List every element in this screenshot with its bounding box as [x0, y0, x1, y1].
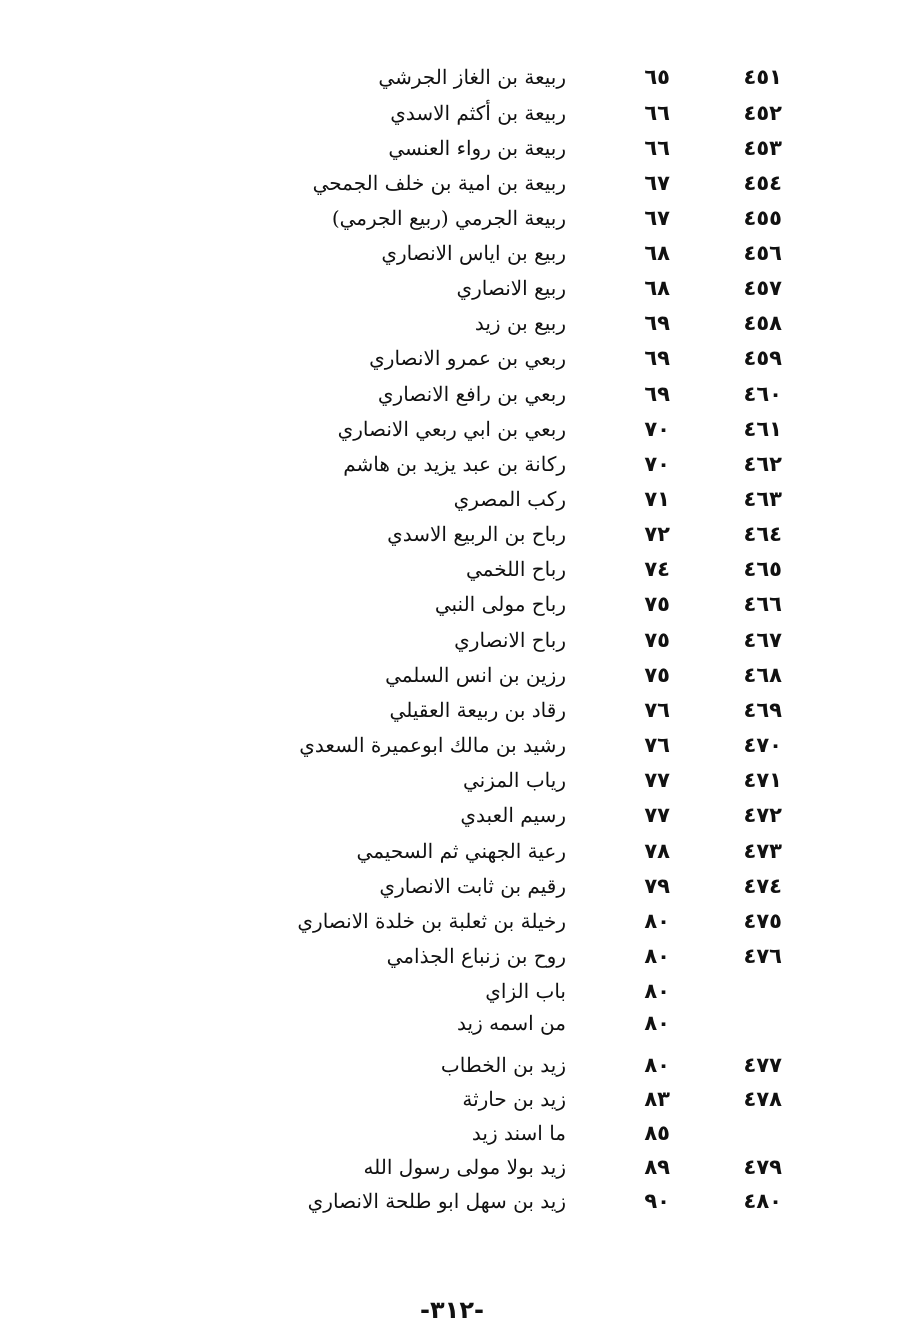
- entry-page: ٨٠: [644, 909, 670, 933]
- index-entry: [0, 236, 904, 270]
- entry-number: ٤٧٥: [743, 909, 782, 933]
- entry-name: ربيعة بن الغاز الجرشي: [378, 65, 566, 89]
- entry-number: ٤٧٠: [743, 733, 782, 757]
- entry-page: ٦٧: [644, 206, 670, 230]
- entry-name: ما اسند زيد: [471, 1121, 566, 1145]
- index-entry: [0, 904, 904, 938]
- entry-name: ربيع الانصاري: [456, 276, 566, 300]
- entry-name: زيد بولا مولى رسول الله: [363, 1155, 566, 1179]
- entry-page: ٧٧: [644, 803, 670, 827]
- entry-name: ربعي بن عمرو الانصاري: [369, 346, 566, 370]
- entry-number: [712, 974, 782, 1008]
- entry-page: ٦٩: [644, 346, 670, 370]
- entry-name: ربعي بن رافع الانصاري: [377, 382, 566, 406]
- index-entry: [0, 517, 904, 551]
- entry-number: ٤٧٦: [743, 944, 782, 968]
- entry-page: ٦٦: [644, 101, 670, 125]
- entry-name: زيد بن حارثة: [462, 1087, 566, 1111]
- entry-page: ٦٨: [644, 276, 670, 300]
- index-entry: [0, 1048, 904, 1082]
- entry-page: ٦٦: [644, 136, 670, 160]
- entry-name: رعية الجهني ثم السحيمي: [356, 839, 566, 863]
- entry-number: ٤٥٥: [743, 206, 782, 230]
- entry-name: رباح بن الربيع الاسدي: [387, 522, 566, 546]
- entry-name: رباح الانصاري: [454, 628, 566, 652]
- entry-page: ٧٦: [644, 698, 670, 722]
- entry-number: ٤٥١: [743, 65, 782, 89]
- index-entry: [0, 1184, 904, 1218]
- entry-name: ركانة بن عبد يزيد بن هاشم: [343, 452, 566, 476]
- entry-page: ٧٩: [644, 874, 670, 898]
- entry-page: ٨٠: [644, 1011, 670, 1035]
- index-entry: [0, 271, 904, 305]
- index-entry: [0, 377, 904, 411]
- entry-number: ٤٧٤: [743, 874, 782, 898]
- entry-page: ٨٣: [644, 1087, 670, 1111]
- entry-page: ٧٨: [644, 839, 670, 863]
- entry-number: ٤٦٦: [743, 592, 782, 616]
- entry-number: ٤٥٨: [743, 311, 782, 335]
- entry-number: [712, 1116, 782, 1150]
- index-entry: [0, 447, 904, 481]
- entry-name: ربيع بن اياس الانصاري: [381, 241, 566, 265]
- entry-page: ٦٧: [644, 171, 670, 195]
- entry-page: ٧٠: [644, 417, 670, 441]
- entry-number: ٤٦٩: [743, 698, 782, 722]
- entry-name: ربيعة بن رواء العنسي: [388, 136, 566, 160]
- index-entry: [0, 552, 904, 586]
- entry-name: ركب المصري: [453, 487, 566, 511]
- index-entry: [0, 482, 904, 516]
- index-entry: [0, 412, 904, 446]
- index-entry: [0, 1116, 904, 1150]
- entry-name: رباح اللخمي: [466, 557, 566, 581]
- entry-number: ٤٧٢: [743, 803, 782, 827]
- index-entry: [0, 1006, 904, 1040]
- entry-number: ٤٥٢: [743, 101, 782, 125]
- entry-name: من اسمه زيد: [457, 1011, 566, 1035]
- index-entry: [0, 166, 904, 200]
- index-entry: [0, 728, 904, 762]
- entry-page: ٧٤: [644, 557, 670, 581]
- entry-page: ٨٠: [644, 1053, 670, 1077]
- entry-page: ٦٥: [644, 65, 670, 89]
- entry-name: رسيم العبدي: [460, 803, 566, 827]
- entry-page: ٧١: [644, 487, 670, 511]
- entry-number: ٤٥٤: [743, 171, 782, 195]
- entry-name: ربيعة بن امية بن خلف الجمحي: [312, 171, 566, 195]
- index-entry: [0, 869, 904, 903]
- entry-number: ٤٥٩: [743, 346, 782, 370]
- entry-page: ٦٩: [644, 382, 670, 406]
- page-number: -٣١٢-: [420, 1296, 484, 1324]
- entry-number: ٤٧٣: [743, 839, 782, 863]
- entry-number: ٤٦٨: [743, 663, 782, 687]
- index-entry: [0, 96, 904, 130]
- entry-name: ربيعة بن أكثم الاسدي: [390, 101, 566, 125]
- entry-page: ٨٩: [644, 1155, 670, 1179]
- index-entry: [0, 693, 904, 727]
- entry-page: ٧٦: [644, 733, 670, 757]
- entry-page: ٩٠: [644, 1189, 670, 1213]
- index-entry: [0, 623, 904, 657]
- index-entry: [0, 60, 904, 94]
- index-entry: [0, 763, 904, 797]
- entry-name: زيد بن سهل ابو طلحة الانصاري: [307, 1189, 566, 1213]
- entry-page: ٦٩: [644, 311, 670, 335]
- entry-name: رزين بن انس السلمي: [385, 663, 566, 687]
- index-entry: [0, 798, 904, 832]
- index-entry: [0, 939, 904, 973]
- index-entry: [0, 587, 904, 621]
- entry-number: ٤٦٠: [743, 382, 782, 406]
- entry-number: ٤٦٧: [743, 628, 782, 652]
- entry-page: ٨٠: [644, 979, 670, 1003]
- index-entry: [0, 1082, 904, 1116]
- entry-number: ٤٦٥: [743, 557, 782, 581]
- entry-number: ٤٥٣: [743, 136, 782, 160]
- entry-page: ٧٥: [644, 663, 670, 687]
- entry-number: ٤٧٨: [743, 1087, 782, 1111]
- index-entry: [0, 131, 904, 165]
- index-entry: [0, 201, 904, 235]
- entry-number: [712, 1006, 782, 1040]
- entry-name: ربيعة الجرمي (ربيع الجرمي): [331, 206, 566, 230]
- index-entry: [0, 658, 904, 692]
- entry-name: رشيد بن مالك ابوعميرة السعدي: [299, 733, 566, 757]
- entry-name: ربيع بن زيد: [474, 311, 566, 335]
- entry-name: ربعي بن ابي ربعي الانصاري: [337, 417, 566, 441]
- entry-number: ٤٥٧: [743, 276, 782, 300]
- index-entry: [0, 1150, 904, 1184]
- index-entry: [0, 306, 904, 340]
- entry-number: ٤٦٢: [743, 452, 782, 476]
- entry-number: ٤٨٠: [743, 1189, 782, 1213]
- entry-page: ٦٨: [644, 241, 670, 265]
- entry-page: ٨٠: [644, 944, 670, 968]
- entry-name: زيد بن الخطاب: [440, 1053, 566, 1077]
- entry-number: ٤٦٣: [743, 487, 782, 511]
- index-entry: [0, 341, 904, 375]
- entry-number: ٤٦١: [743, 417, 782, 441]
- entry-number: ٤٦٤: [743, 522, 782, 546]
- entry-page: ٧٥: [644, 628, 670, 652]
- entry-number: ٤٧٩: [743, 1155, 782, 1179]
- entry-name: رقاد بن ربيعة العقيلي: [389, 698, 566, 722]
- entry-name: روح بن زنباع الجذامي: [386, 944, 566, 968]
- entry-name: رقيم بن ثابت الانصاري: [379, 874, 566, 898]
- entry-page: ٧٧: [644, 768, 670, 792]
- index-entry: [0, 834, 904, 868]
- index-entry: [0, 974, 904, 1008]
- entry-page: ٧٥: [644, 592, 670, 616]
- entry-number: ٤٥٦: [743, 241, 782, 265]
- entry-number: ٤٧٧: [743, 1053, 782, 1077]
- entry-name: رخيلة بن ثعلبة بن خلدة الانصاري: [297, 909, 566, 933]
- entry-number: ٤٧١: [743, 768, 782, 792]
- entry-name: رياب المزني: [463, 768, 566, 792]
- entry-page: ٧٢: [644, 522, 670, 546]
- entry-name: باب الزاي: [485, 979, 566, 1003]
- entry-page: ٨٥: [644, 1121, 670, 1145]
- entry-name: رباح مولى النبي: [434, 592, 566, 616]
- entry-page: ٧٠: [644, 452, 670, 476]
